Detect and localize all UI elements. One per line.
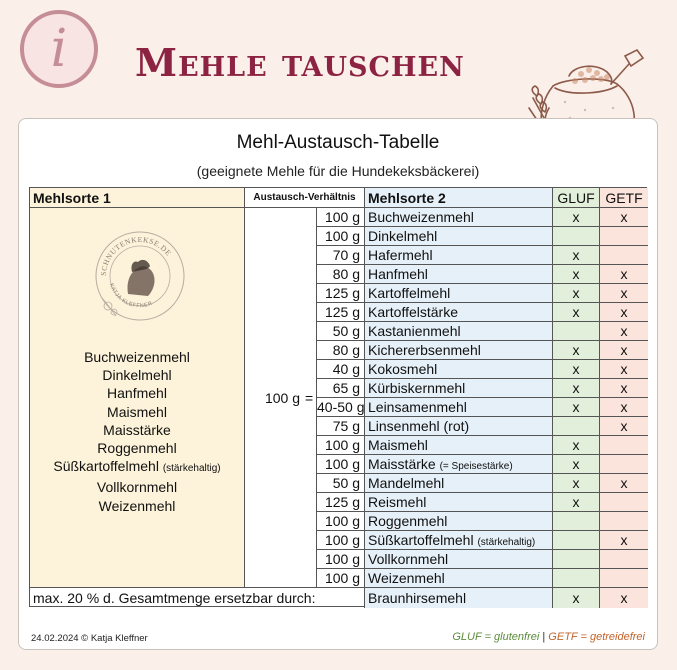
row-flour-name — [365, 550, 553, 569]
row-gluf-mark: x — [553, 246, 600, 265]
row-gluf-mark — [553, 569, 600, 588]
header-mehlsorte-2: Mehlsorte 2 — [365, 188, 553, 208]
row-flour-name — [365, 379, 553, 398]
row-flour-name — [365, 493, 553, 512]
row-gluf-mark: x — [553, 265, 600, 284]
row-gluf-mark: x — [553, 341, 600, 360]
row-getf-mark — [600, 227, 648, 246]
last-row-name: Braunhirsemehl — [365, 588, 553, 608]
mehlsorte-1-item — [30, 403, 244, 421]
row-amount: 80 g — [317, 265, 365, 284]
equals-cell — [302, 208, 317, 588]
row-flour-name — [365, 265, 553, 284]
row-flour-name-text: Linsenmehl (rot) — [368, 418, 470, 434]
row-amount: 75 g — [317, 417, 365, 436]
legend-note — [452, 631, 645, 643]
schnutenkekse-stamp-logo — [92, 228, 188, 324]
mehlsorte-1-item-name: Maismehl — [107, 403, 167, 420]
row-flour-name — [365, 398, 553, 417]
table-card — [18, 118, 658, 650]
row-gluf-mark: x — [553, 398, 600, 417]
row-gluf-mark: x — [553, 379, 600, 398]
mehlsorte-1-item-name: Dinkelmehl — [102, 367, 172, 384]
row-gluf-mark: x — [553, 493, 600, 512]
row-flour-name-text: Hanfmehl — [368, 266, 428, 282]
row-getf-mark: x — [600, 474, 648, 493]
row-amount: 100 g — [317, 227, 365, 246]
row-flour-name-text: Buchweizenmehl — [368, 209, 474, 225]
row-getf-mark — [600, 550, 648, 569]
last-row-getf: x — [600, 588, 648, 608]
row-flour-name — [365, 303, 553, 322]
row-flour-name — [365, 455, 553, 474]
row-flour-name-text: Vollkornmehl — [368, 551, 449, 567]
row-flour-name-text: Kokosmehl — [368, 361, 438, 377]
row-getf-mark: x — [600, 531, 648, 550]
row-gluf-mark — [553, 531, 600, 550]
mehlsorte-1-item-name: Süßkartoffelmehl — [53, 458, 159, 475]
row-getf-mark: x — [600, 341, 648, 360]
row-flour-name-text: Reismehl — [368, 494, 427, 510]
row-getf-mark: x — [600, 284, 648, 303]
row-flour-name — [365, 512, 553, 531]
row-flour-name — [365, 531, 553, 550]
row-amount: 125 g — [317, 284, 365, 303]
row-flour-name — [365, 436, 553, 455]
mehlsorte-1-item-name: Maisstärke — [103, 421, 171, 438]
row-flour-name-text: Maismehl — [368, 437, 428, 453]
row-flour-name-text: Hafermehl — [368, 247, 433, 263]
row-amount: 125 g — [317, 303, 365, 322]
row-flour-name-text: Roggenmehl — [368, 513, 448, 529]
row-getf-mark — [600, 569, 648, 588]
row-flour-name — [365, 284, 553, 303]
mehlsorte-1-item — [30, 478, 244, 496]
mehlsorte-1-item — [30, 366, 244, 384]
row-flour-name — [365, 569, 553, 588]
row-flour-note: (stärkehaltig) — [477, 537, 536, 548]
mehlsorte-1-item — [30, 348, 244, 366]
svg-text:KATJA KLEFFNER: KATJA KLEFFNER — [108, 282, 154, 310]
row-getf-mark — [600, 246, 648, 265]
row-flour-name-text: Mandelmehl — [368, 475, 445, 491]
equals-sign: = — [305, 390, 314, 406]
row-amount: 40 g — [317, 360, 365, 379]
row-getf-mark: x — [600, 208, 648, 227]
row-amount: 70 g — [317, 246, 365, 265]
row-gluf-mark: x — [553, 474, 600, 493]
row-getf-mark: x — [600, 303, 648, 322]
legend-separator: | — [542, 631, 546, 643]
mehlsorte-1-item — [30, 497, 244, 515]
header-austausch-verhaeltnis: Austausch-Verhältnis — [245, 188, 365, 208]
row-amount: 100 g — [317, 436, 365, 455]
last-row-gluf: x — [553, 588, 600, 608]
row-gluf-mark: x — [553, 436, 600, 455]
gluf-legend: GLUF = glutenfrei — [452, 631, 540, 643]
row-getf-mark — [600, 493, 648, 512]
flour-exchange-table — [29, 187, 647, 607]
row-flour-name-text: Kastanienmehl — [368, 323, 461, 339]
row-gluf-mark: x — [553, 208, 600, 227]
row-gluf-mark — [553, 550, 600, 569]
row-flour-name-text: Dinkelmehl — [368, 228, 438, 244]
row-flour-name-text: Weizenmehl — [368, 570, 445, 586]
row-amount: 125 g — [317, 493, 365, 512]
row-amount: 65 g — [317, 379, 365, 398]
info-icon: i — [20, 10, 98, 88]
row-gluf-mark — [553, 417, 600, 436]
row-amount: 50 g — [317, 474, 365, 493]
mehlsorte-1-item-name: Hanfmehl — [107, 385, 167, 402]
row-getf-mark: x — [600, 398, 648, 417]
svg-text:SCHNUTENKEKSE.DE: SCHNUTENKEKSE.DE — [98, 234, 174, 277]
header-mehlsorte-1: Mehlsorte 1 — [30, 188, 245, 208]
row-gluf-mark: x — [553, 360, 600, 379]
mehlsorte-1-item — [30, 439, 244, 457]
mehlsorte-1-item-name: Weizenmehl — [98, 497, 176, 514]
row-flour-name — [365, 360, 553, 379]
row-gluf-mark: x — [553, 284, 600, 303]
row-gluf-mark — [553, 227, 600, 246]
row-gluf-mark: x — [553, 455, 600, 474]
mehlsorte-1-list — [30, 348, 244, 515]
row-getf-mark: x — [600, 322, 648, 341]
row-amount: 100 g — [317, 512, 365, 531]
mehlsorte-1-item-note: (stärkehaltig) — [162, 463, 221, 475]
row-gluf-mark — [553, 512, 600, 531]
row-flour-name-text: Maisstärke — [368, 456, 436, 472]
row-getf-mark: x — [600, 417, 648, 436]
mehlsorte-1-item — [30, 457, 244, 478]
row-flour-name — [365, 227, 553, 246]
row-flour-name — [365, 322, 553, 341]
row-getf-mark — [600, 512, 648, 531]
row-amount: 80 g — [317, 341, 365, 360]
page-title: Mehle tauschen — [135, 40, 465, 85]
table-title: Mehl-Austausch-Tabelle — [236, 132, 440, 153]
row-flour-name-text: Kichererbsenmehl — [368, 342, 481, 358]
row-getf-mark: x — [600, 360, 648, 379]
row-gluf-mark — [553, 322, 600, 341]
row-flour-name-text: Leinsamenmehl — [368, 399, 467, 415]
mehlsorte-1-item-name: Buchweizenmehl — [84, 349, 190, 365]
row-getf-mark — [600, 455, 648, 474]
row-getf-mark: x — [600, 379, 648, 398]
last-row-label: max. 20 % d. Gesamtmenge ersetzbar durch: — [30, 588, 365, 608]
row-flour-name-text: Kartoffelstärke — [368, 304, 459, 320]
mehlsorte-1-item-name: Roggenmehl — [97, 440, 177, 457]
row-amount: 100 g — [317, 531, 365, 550]
row-flour-name — [365, 341, 553, 360]
row-amount: 100 g — [317, 208, 365, 227]
row-getf-mark — [600, 436, 648, 455]
row-flour-name — [365, 417, 553, 436]
row-amount: 100 g — [317, 550, 365, 569]
mehlsorte-1-item — [30, 384, 244, 402]
row-flour-name-text: Kürbiskernmehl — [368, 380, 466, 396]
mehlsorte-1-cell — [30, 208, 245, 588]
row-flour-name — [365, 246, 553, 265]
row-flour-name — [365, 474, 553, 493]
table-subtitle: (geeignete Mehle für die Hundekeksbäckerei) — [196, 163, 480, 179]
row-flour-name — [365, 208, 553, 227]
row-getf-mark: x — [600, 265, 648, 284]
header-getf: GETF — [600, 188, 648, 208]
mehlsorte-1-item — [30, 421, 244, 439]
base-amount: 100 g — [264, 390, 300, 406]
row-amount: 40-50 g — [317, 399, 365, 415]
row-amount: 50 g — [317, 322, 365, 341]
row-amount: 100 g — [317, 455, 365, 474]
row-flour-name-text: Süßkartoffelmehl — [368, 532, 474, 548]
mehlsorte-1-item-name: Vollkornmehl — [96, 479, 178, 496]
copyright-note: 24.02.2024 © Katja Kleffner — [31, 633, 148, 644]
base-amount-cell — [245, 208, 302, 588]
row-flour-name-text: Kartoffelmehl — [368, 285, 451, 301]
header-gluf: GLUF — [553, 188, 600, 208]
getf-legend: GETF = getreidefrei — [548, 631, 645, 643]
row-amount: 100 g — [317, 569, 365, 588]
row-gluf-mark: x — [553, 303, 600, 322]
row-flour-note: (= Speisestärke) — [439, 461, 513, 472]
